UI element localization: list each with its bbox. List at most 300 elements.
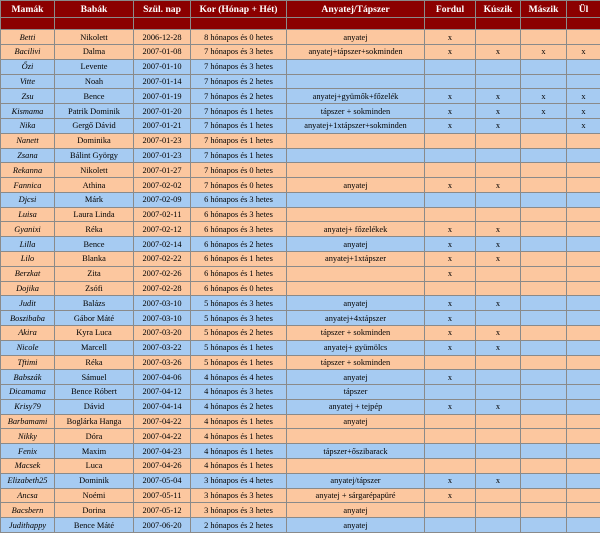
age-cell: 4 hónapos és 3 hetes bbox=[191, 385, 287, 400]
mama-cell: Lilla bbox=[1, 237, 55, 252]
table-row bbox=[1, 503, 600, 518]
table-row bbox=[1, 148, 600, 163]
feeding-cell bbox=[287, 74, 425, 89]
ul-cell: x bbox=[567, 89, 600, 104]
birthdate-cell: 2007-03-10 bbox=[134, 296, 191, 311]
age-cell: 4 hónapos és 2 hetes bbox=[191, 399, 287, 414]
maszik-cell bbox=[521, 192, 567, 207]
kuszik-cell: x bbox=[476, 178, 521, 193]
age-cell: 7 hónapos és 1 hetes bbox=[191, 148, 287, 163]
baba-cell: Noah bbox=[55, 74, 134, 89]
maszik-cell bbox=[521, 385, 567, 400]
kuszik-cell bbox=[476, 458, 521, 473]
fordul-cell: x bbox=[425, 296, 476, 311]
feeding-cell: anyatej bbox=[287, 178, 425, 193]
baba-cell: Bence Róbert bbox=[55, 385, 134, 400]
birthdate-cell: 2007-04-06 bbox=[134, 370, 191, 385]
maszik-cell bbox=[521, 222, 567, 237]
birthdate-cell: 2007-02-26 bbox=[134, 266, 191, 281]
header-band bbox=[1, 18, 600, 30]
table-row bbox=[1, 296, 600, 311]
ul-cell bbox=[567, 266, 600, 281]
ul-cell bbox=[567, 488, 600, 503]
maszik-cell bbox=[521, 252, 567, 267]
fordul-cell bbox=[425, 429, 476, 444]
ul-cell bbox=[567, 74, 600, 89]
birthdate-cell: 2007-04-26 bbox=[134, 458, 191, 473]
fordul-cell bbox=[425, 133, 476, 148]
ul-cell bbox=[567, 385, 600, 400]
ul-cell bbox=[567, 473, 600, 488]
kuszik-cell bbox=[476, 385, 521, 400]
maszik-cell bbox=[521, 488, 567, 503]
maszik-cell bbox=[521, 30, 567, 45]
ul-cell bbox=[567, 355, 600, 370]
table-row bbox=[1, 429, 600, 444]
kuszik-cell bbox=[476, 30, 521, 45]
feeding-cell: anyatej bbox=[287, 296, 425, 311]
mama-cell: Dojika bbox=[1, 281, 55, 296]
baba-cell: Luca bbox=[55, 458, 134, 473]
table-row bbox=[1, 45, 600, 60]
table-row bbox=[1, 370, 600, 385]
feeding-cell: anyatej/tápszer bbox=[287, 473, 425, 488]
ul-cell bbox=[567, 444, 600, 459]
ul-cell: x bbox=[567, 119, 600, 134]
mama-cell: Judithappy bbox=[1, 518, 55, 533]
mama-cell: Zsu bbox=[1, 89, 55, 104]
mama-cell: Nika bbox=[1, 119, 55, 134]
baba-cell: Dorina bbox=[55, 503, 134, 518]
fordul-cell: x bbox=[425, 45, 476, 60]
mama-cell: Berzkat bbox=[1, 266, 55, 281]
birthdate-cell: 2007-01-21 bbox=[134, 119, 191, 134]
feeding-cell bbox=[287, 266, 425, 281]
ul-cell bbox=[567, 252, 600, 267]
table-row bbox=[1, 385, 600, 400]
age-cell: 4 hónapos és 4 hetes bbox=[191, 370, 287, 385]
baba-cell: Bence bbox=[55, 237, 134, 252]
baba-cell: Boglárka Hanga bbox=[55, 414, 134, 429]
birthdate-cell: 2007-04-23 bbox=[134, 444, 191, 459]
maszik-cell: x bbox=[521, 104, 567, 119]
ul-cell bbox=[567, 325, 600, 340]
mama-cell: Nicole bbox=[1, 340, 55, 355]
age-cell: 6 hónapos és 3 hetes bbox=[191, 207, 287, 222]
mama-cell: Őzi bbox=[1, 59, 55, 74]
kuszik-cell: x bbox=[476, 296, 521, 311]
ul-cell bbox=[567, 178, 600, 193]
fordul-cell bbox=[425, 458, 476, 473]
fordul-cell: x bbox=[425, 325, 476, 340]
age-cell: 6 hónapos és 2 hetes bbox=[191, 237, 287, 252]
birthdate-cell: 2007-03-26 bbox=[134, 355, 191, 370]
feeding-cell: tápszer bbox=[287, 385, 425, 400]
baba-cell: Levente bbox=[55, 59, 134, 74]
feeding-cell bbox=[287, 148, 425, 163]
kuszik-cell: x bbox=[476, 340, 521, 355]
baba-cell: Dóra bbox=[55, 429, 134, 444]
fordul-cell: x bbox=[425, 473, 476, 488]
birthdate-cell: 2007-01-14 bbox=[134, 74, 191, 89]
maszik-cell: x bbox=[521, 45, 567, 60]
kuszik-cell bbox=[476, 370, 521, 385]
fordul-cell bbox=[425, 163, 476, 178]
age-cell: 7 hónapos és 2 hetes bbox=[191, 74, 287, 89]
ul-cell bbox=[567, 340, 600, 355]
fordul-cell bbox=[425, 148, 476, 163]
birthdate-cell: 2007-03-22 bbox=[134, 340, 191, 355]
birthdate-cell: 2007-05-11 bbox=[134, 488, 191, 503]
baba-cell: Laura Linda bbox=[55, 207, 134, 222]
birthdate-cell: 2007-02-22 bbox=[134, 252, 191, 267]
age-cell: 4 hónapos és 1 hetes bbox=[191, 429, 287, 444]
ul-cell bbox=[567, 133, 600, 148]
feeding-cell: anyatej+ főzelékek bbox=[287, 222, 425, 237]
birthdate-cell: 2007-01-08 bbox=[134, 45, 191, 60]
header-fordul: Fordul bbox=[425, 1, 476, 18]
band-cell bbox=[1, 18, 55, 30]
feeding-cell bbox=[287, 281, 425, 296]
kuszik-cell bbox=[476, 311, 521, 326]
feeding-cell: anyatej bbox=[287, 30, 425, 45]
baba-cell: Maxim bbox=[55, 444, 134, 459]
baba-cell: Nikolett bbox=[55, 30, 134, 45]
mama-cell: Gyanixi bbox=[1, 222, 55, 237]
kuszik-cell: x bbox=[476, 325, 521, 340]
mama-cell: Boszibaba bbox=[1, 311, 55, 326]
mama-cell: Bacsbern bbox=[1, 503, 55, 518]
kuszik-cell bbox=[476, 355, 521, 370]
feeding-cell: anyatej+1xtápszer bbox=[287, 252, 425, 267]
ul-cell bbox=[567, 414, 600, 429]
fordul-cell: x bbox=[425, 89, 476, 104]
age-cell: 5 hónapos és 3 hetes bbox=[191, 296, 287, 311]
fordul-cell: x bbox=[425, 488, 476, 503]
age-cell: 5 hónapos és 2 hetes bbox=[191, 325, 287, 340]
kuszik-cell bbox=[476, 503, 521, 518]
table-row bbox=[1, 340, 600, 355]
ul-cell bbox=[567, 518, 600, 533]
maszik-cell bbox=[521, 296, 567, 311]
kuszik-cell bbox=[476, 59, 521, 74]
kuszik-cell bbox=[476, 266, 521, 281]
birthdate-cell: 2007-02-11 bbox=[134, 207, 191, 222]
birthdate-cell: 2007-01-19 bbox=[134, 89, 191, 104]
mama-cell: Kismama bbox=[1, 104, 55, 119]
baba-cell: Gábor Máté bbox=[55, 311, 134, 326]
header-ul: Ül bbox=[567, 1, 600, 18]
birthdate-cell: 2007-01-23 bbox=[134, 148, 191, 163]
baba-cell: Blanka bbox=[55, 252, 134, 267]
age-cell: 6 hónapos és 1 hetes bbox=[191, 252, 287, 267]
header-kor: Kor (Hónap + Hét) bbox=[191, 1, 287, 18]
baba-cell: Bence Máté bbox=[55, 518, 134, 533]
mama-cell: Nikky bbox=[1, 429, 55, 444]
band-cell bbox=[134, 18, 191, 30]
maszik-cell bbox=[521, 444, 567, 459]
band-cell bbox=[567, 18, 600, 30]
maszik-cell bbox=[521, 148, 567, 163]
kuszik-cell: x bbox=[476, 222, 521, 237]
header-kuszik: Kúszik bbox=[476, 1, 521, 18]
ul-cell bbox=[567, 192, 600, 207]
header-mamak: Mamák bbox=[1, 1, 55, 18]
table-row bbox=[1, 74, 600, 89]
ul-cell: x bbox=[567, 104, 600, 119]
table-row bbox=[1, 59, 600, 74]
kuszik-cell: x bbox=[476, 89, 521, 104]
feeding-cell bbox=[287, 458, 425, 473]
maszik-cell bbox=[521, 458, 567, 473]
age-cell: 7 hónapos és 0 hetes bbox=[191, 163, 287, 178]
age-cell: 3 hónapos és 3 hetes bbox=[191, 488, 287, 503]
baba-cell: Bálint György bbox=[55, 148, 134, 163]
mama-cell: Elizabeth25 bbox=[1, 473, 55, 488]
age-cell: 3 hónapos és 4 hetes bbox=[191, 473, 287, 488]
baba-cell: Réka bbox=[55, 355, 134, 370]
table-row bbox=[1, 488, 600, 503]
feeding-cell: anyatej+tápszer+sokminden bbox=[287, 45, 425, 60]
ul-cell bbox=[567, 458, 600, 473]
kuszik-cell bbox=[476, 148, 521, 163]
ul-cell bbox=[567, 148, 600, 163]
feeding-cell: anyatej+ gyümölcs bbox=[287, 340, 425, 355]
feeding-cell: anyatej bbox=[287, 503, 425, 518]
maszik-cell bbox=[521, 325, 567, 340]
kuszik-cell bbox=[476, 488, 521, 503]
kuszik-cell bbox=[476, 414, 521, 429]
feeding-cell: tápszer + sokminden bbox=[287, 355, 425, 370]
maszik-cell bbox=[521, 266, 567, 281]
baba-cell: Sámuel bbox=[55, 370, 134, 385]
feeding-cell bbox=[287, 207, 425, 222]
baba-cell: Márk bbox=[55, 192, 134, 207]
kuszik-cell: x bbox=[476, 45, 521, 60]
maszik-cell bbox=[521, 237, 567, 252]
kuszik-cell: x bbox=[476, 252, 521, 267]
fordul-cell bbox=[425, 281, 476, 296]
fordul-cell: x bbox=[425, 252, 476, 267]
birthdate-cell: 2007-04-14 bbox=[134, 399, 191, 414]
feeding-cell bbox=[287, 429, 425, 444]
feeding-cell: anyatej+1xtápszer+sokminden bbox=[287, 119, 425, 134]
maszik-cell bbox=[521, 74, 567, 89]
ul-cell bbox=[567, 281, 600, 296]
age-cell: 2 hónapos és 2 hetes bbox=[191, 518, 287, 533]
age-cell: 7 hónapos és 1 hetes bbox=[191, 104, 287, 119]
fordul-cell: x bbox=[425, 266, 476, 281]
ul-cell bbox=[567, 59, 600, 74]
feeding-cell bbox=[287, 192, 425, 207]
mama-cell: Rekanna bbox=[1, 163, 55, 178]
age-cell: 6 hónapos és 3 hetes bbox=[191, 192, 287, 207]
kuszik-cell bbox=[476, 192, 521, 207]
ul-cell bbox=[567, 311, 600, 326]
mama-cell: Krisy79 bbox=[1, 399, 55, 414]
kuszik-cell bbox=[476, 444, 521, 459]
birthdate-cell: 2007-02-02 bbox=[134, 178, 191, 193]
age-cell: 5 hónapos és 3 hetes bbox=[191, 311, 287, 326]
fordul-cell bbox=[425, 59, 476, 74]
ul-cell bbox=[567, 30, 600, 45]
baba-cell: Zsófi bbox=[55, 281, 134, 296]
birthdate-cell: 2007-04-22 bbox=[134, 429, 191, 444]
fordul-cell bbox=[425, 518, 476, 533]
table-row bbox=[1, 89, 600, 104]
baba-cell: Bence bbox=[55, 89, 134, 104]
birthdate-cell: 2007-02-12 bbox=[134, 222, 191, 237]
ul-cell bbox=[567, 237, 600, 252]
age-cell: 3 hónapos és 3 hetes bbox=[191, 503, 287, 518]
feeding-cell: anyatej bbox=[287, 237, 425, 252]
birthdate-cell: 2007-01-10 bbox=[134, 59, 191, 74]
feeding-cell: anyatej + sárgarépapüré bbox=[287, 488, 425, 503]
mama-cell: Lilo bbox=[1, 252, 55, 267]
baba-cell: Dominika bbox=[55, 133, 134, 148]
age-cell: 6 hónapos és 3 hetes bbox=[191, 222, 287, 237]
age-cell: 7 hónapos és 1 hetes bbox=[191, 133, 287, 148]
table-row bbox=[1, 252, 600, 267]
ul-cell bbox=[567, 429, 600, 444]
birthdate-cell: 2007-03-10 bbox=[134, 311, 191, 326]
maszik-cell bbox=[521, 178, 567, 193]
maszik-cell bbox=[521, 370, 567, 385]
table-row bbox=[1, 237, 600, 252]
age-cell: 7 hónapos és 3 hetes bbox=[191, 45, 287, 60]
baba-cell: Zita bbox=[55, 266, 134, 281]
feeding-cell: tápszer + sokminden bbox=[287, 325, 425, 340]
band-cell bbox=[191, 18, 287, 30]
feeding-cell: anyatej bbox=[287, 414, 425, 429]
birthdate-cell: 2007-03-20 bbox=[134, 325, 191, 340]
mama-cell: Ancsa bbox=[1, 488, 55, 503]
mama-cell: Barbamami bbox=[1, 414, 55, 429]
table-row bbox=[1, 178, 600, 193]
table-row bbox=[1, 222, 600, 237]
table-row bbox=[1, 325, 600, 340]
age-cell: 6 hónapos és 0 hetes bbox=[191, 281, 287, 296]
fordul-cell: x bbox=[425, 119, 476, 134]
table-row bbox=[1, 458, 600, 473]
table-row bbox=[1, 355, 600, 370]
mama-cell: Macsek bbox=[1, 458, 55, 473]
age-cell: 7 hónapos és 3 hetes bbox=[191, 59, 287, 74]
baba-cell: Nikolett bbox=[55, 163, 134, 178]
kuszik-cell bbox=[476, 281, 521, 296]
fordul-cell: x bbox=[425, 237, 476, 252]
kuszik-cell bbox=[476, 133, 521, 148]
age-cell: 4 hónapos és 1 hetes bbox=[191, 458, 287, 473]
table-row bbox=[1, 30, 600, 45]
age-cell: 7 hónapos és 1 hetes bbox=[191, 119, 287, 134]
mama-cell: Judit bbox=[1, 296, 55, 311]
maszik-cell bbox=[521, 399, 567, 414]
birthdate-cell: 2007-02-09 bbox=[134, 192, 191, 207]
baba-cell: Réka bbox=[55, 222, 134, 237]
mama-cell: Tftimi bbox=[1, 355, 55, 370]
birthdate-cell: 2007-05-12 bbox=[134, 503, 191, 518]
kuszik-cell bbox=[476, 207, 521, 222]
table-row bbox=[1, 311, 600, 326]
age-cell: 7 hónapos és 0 hetes bbox=[191, 178, 287, 193]
ul-cell bbox=[567, 296, 600, 311]
maszik-cell bbox=[521, 133, 567, 148]
maszik-cell bbox=[521, 119, 567, 134]
baba-cell: Gergő Dávid bbox=[55, 119, 134, 134]
mama-cell: Zsana bbox=[1, 148, 55, 163]
mama-cell: Akira bbox=[1, 325, 55, 340]
table-row bbox=[1, 473, 600, 488]
fordul-cell: x bbox=[425, 399, 476, 414]
mama-cell: Betti bbox=[1, 30, 55, 45]
birthdate-cell: 2007-01-23 bbox=[134, 133, 191, 148]
band-cell bbox=[521, 18, 567, 30]
kuszik-cell bbox=[476, 163, 521, 178]
ul-cell bbox=[567, 370, 600, 385]
ul-cell bbox=[567, 503, 600, 518]
age-cell: 4 hónapos és 1 hetes bbox=[191, 444, 287, 459]
baba-cell: Dominik bbox=[55, 473, 134, 488]
baba-cell: Balázs bbox=[55, 296, 134, 311]
kuszik-cell: x bbox=[476, 119, 521, 134]
fordul-cell bbox=[425, 355, 476, 370]
mama-cell: Vitte bbox=[1, 74, 55, 89]
mama-cell: Dicamama bbox=[1, 385, 55, 400]
band-cell bbox=[287, 18, 425, 30]
maszik-cell bbox=[521, 281, 567, 296]
table-row bbox=[1, 207, 600, 222]
maszik-cell bbox=[521, 429, 567, 444]
maszik-cell bbox=[521, 311, 567, 326]
fordul-cell bbox=[425, 414, 476, 429]
table-row bbox=[1, 133, 600, 148]
baba-cell: Dávid bbox=[55, 399, 134, 414]
kuszik-cell bbox=[476, 518, 521, 533]
feeding-cell: anyatej + tejpép bbox=[287, 399, 425, 414]
maszik-cell bbox=[521, 414, 567, 429]
birthdate-cell: 2007-06-20 bbox=[134, 518, 191, 533]
fordul-cell: x bbox=[425, 222, 476, 237]
ul-cell bbox=[567, 399, 600, 414]
table-row bbox=[1, 518, 600, 533]
mama-cell: Nanett bbox=[1, 133, 55, 148]
feeding-cell: tápszer+őszibarack bbox=[287, 444, 425, 459]
age-cell: 7 hónapos és 2 hetes bbox=[191, 89, 287, 104]
band-cell bbox=[476, 18, 521, 30]
table-row bbox=[1, 104, 600, 119]
age-cell: 5 hónapos és 1 hetes bbox=[191, 340, 287, 355]
header-szul-nap: Szül. nap bbox=[134, 1, 191, 18]
kuszik-cell: x bbox=[476, 104, 521, 119]
header-row bbox=[1, 1, 600, 18]
band-cell bbox=[55, 18, 134, 30]
maszik-cell bbox=[521, 340, 567, 355]
maszik-cell bbox=[521, 518, 567, 533]
kuszik-cell: x bbox=[476, 237, 521, 252]
fordul-cell bbox=[425, 74, 476, 89]
ul-cell bbox=[567, 222, 600, 237]
age-cell: 5 hónapos és 1 hetes bbox=[191, 355, 287, 370]
ul-cell bbox=[567, 163, 600, 178]
table-row bbox=[1, 163, 600, 178]
birthdate-cell: 2007-01-27 bbox=[134, 163, 191, 178]
feeding-cell: anyatej bbox=[287, 370, 425, 385]
feeding-cell: tápszer + sokminden bbox=[287, 104, 425, 119]
mama-cell: Djcsi bbox=[1, 192, 55, 207]
table-row bbox=[1, 119, 600, 134]
feeding-cell bbox=[287, 59, 425, 74]
